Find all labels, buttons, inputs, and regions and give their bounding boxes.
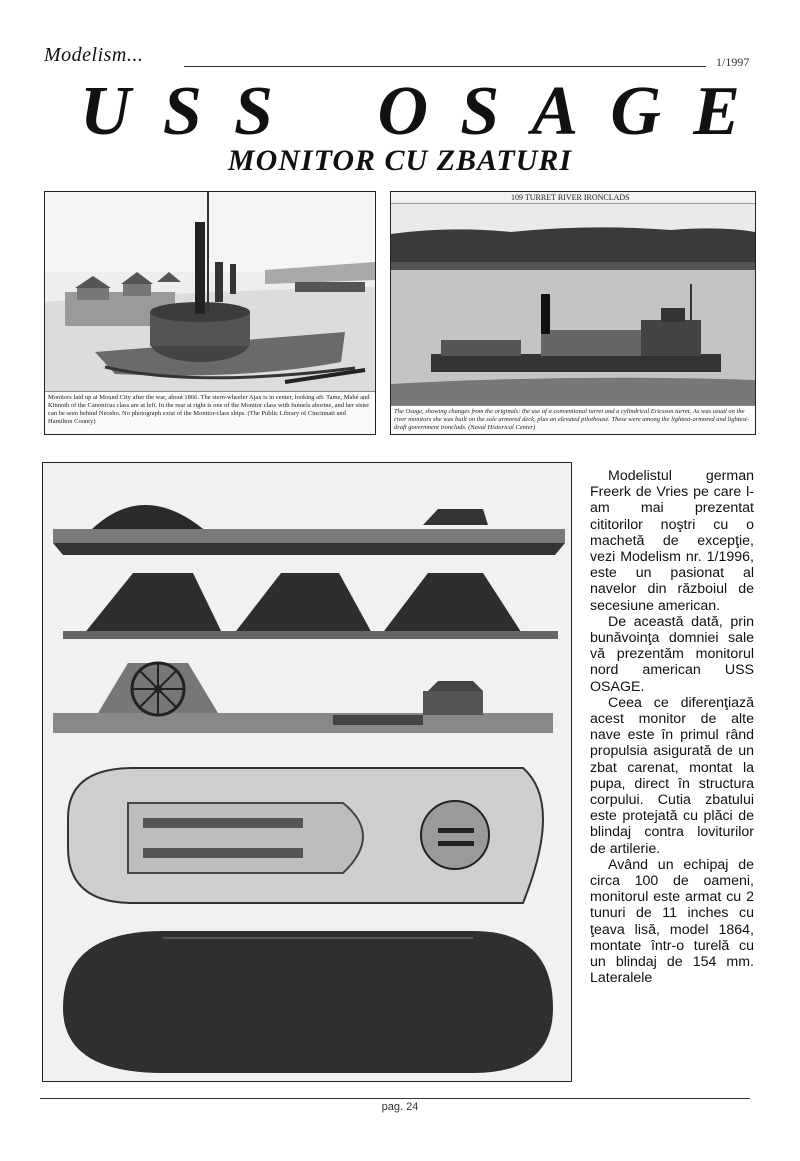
article-paragraph: Ceea ce diferenţiază acest monitor de alte nave este în primul rând propulsia asigurată de un zbat carenat, montat la pupa, direct în structura corpului. Cutia zbatului este protejată cu plăci de blindaj contra loviturilor de artilerie. (590, 694, 754, 857)
hull-bottom-drawing (63, 931, 553, 1073)
magazine-logo: Modelism... (44, 44, 144, 66)
title-letter: S (460, 73, 500, 150)
osage-plans-drawing (42, 462, 572, 1082)
article-paragraph: Modelistul german Freerk de Vries pe care l-am mai prezentat cititorilor noştri cu o machetă de excepţie, vezi Modelism nr. 1/1996, este un pasionat al navelor din războiul de secesiune american. (590, 468, 754, 614)
title-letter: E (693, 73, 740, 150)
photo-monitors-laid-up (44, 191, 376, 435)
title-letter: A (531, 73, 579, 150)
osage-river-illustration (391, 204, 755, 410)
plans-illustration (43, 463, 571, 1081)
header-rule (184, 66, 706, 67)
cross-sections-drawing (63, 573, 558, 639)
title-letter: U (80, 73, 131, 150)
photo-right-caption: The Osage, showing changes from the originals: the use of a conventional turret and a cylindrical Ericsson turret. As was usual on the river monitors she was built on the sole armored deck, plus an elevated pilothouse. These were among the lightest-armored and lightest-draft government ironclads. (Naval Historical Center) (391, 405, 755, 434)
page-number: pag. 24 (381, 1101, 419, 1113)
photo-right-label: 109 TURRET RIVER IRONCLADS (391, 192, 755, 204)
footer-rule (40, 1098, 750, 1099)
title-letter: O (377, 73, 428, 150)
article-body (590, 468, 754, 987)
photo-turret-river-ironclads (390, 191, 756, 435)
article-paragraph: Având un echipaj de circa 100 de oameni, monitorul este armat cu 2 tunuri de 11 inches cu ţeava lisă, model 1864, montate într-o turelă cu un blindaj de 154 mm. Lateralele (590, 856, 754, 987)
photo-left-caption: Monitors laid up at Mound City after the war, about 1866. The stern-wheeler Ajax is in center, looking aft. Tame, Mabé and Kinnoth of the Canonicus class are at left. In the rear at right is one of the Monitor class with funnels aborine, and her sister can be seen behind Neosho. No photograph exist of the Monitor-class ships. (The Public Library of Cincinnati and Hamilton County) (45, 391, 375, 434)
article-paragraph: De această dată, prin bunăvoinţa domniei sale vă prezentăm monitorul nord american USS OSAGE. (590, 613, 754, 695)
article-title (80, 73, 740, 150)
deck-plan-drawing (68, 768, 543, 903)
title-letter: S (162, 73, 202, 150)
article-subtitle: MONITOR CU ZBATURI (227, 144, 573, 177)
issue-number: 1/1997 (716, 55, 750, 69)
title-letter: S (234, 73, 273, 150)
title-letter: G (610, 73, 661, 150)
monitors-harbor-illustration (45, 192, 375, 396)
